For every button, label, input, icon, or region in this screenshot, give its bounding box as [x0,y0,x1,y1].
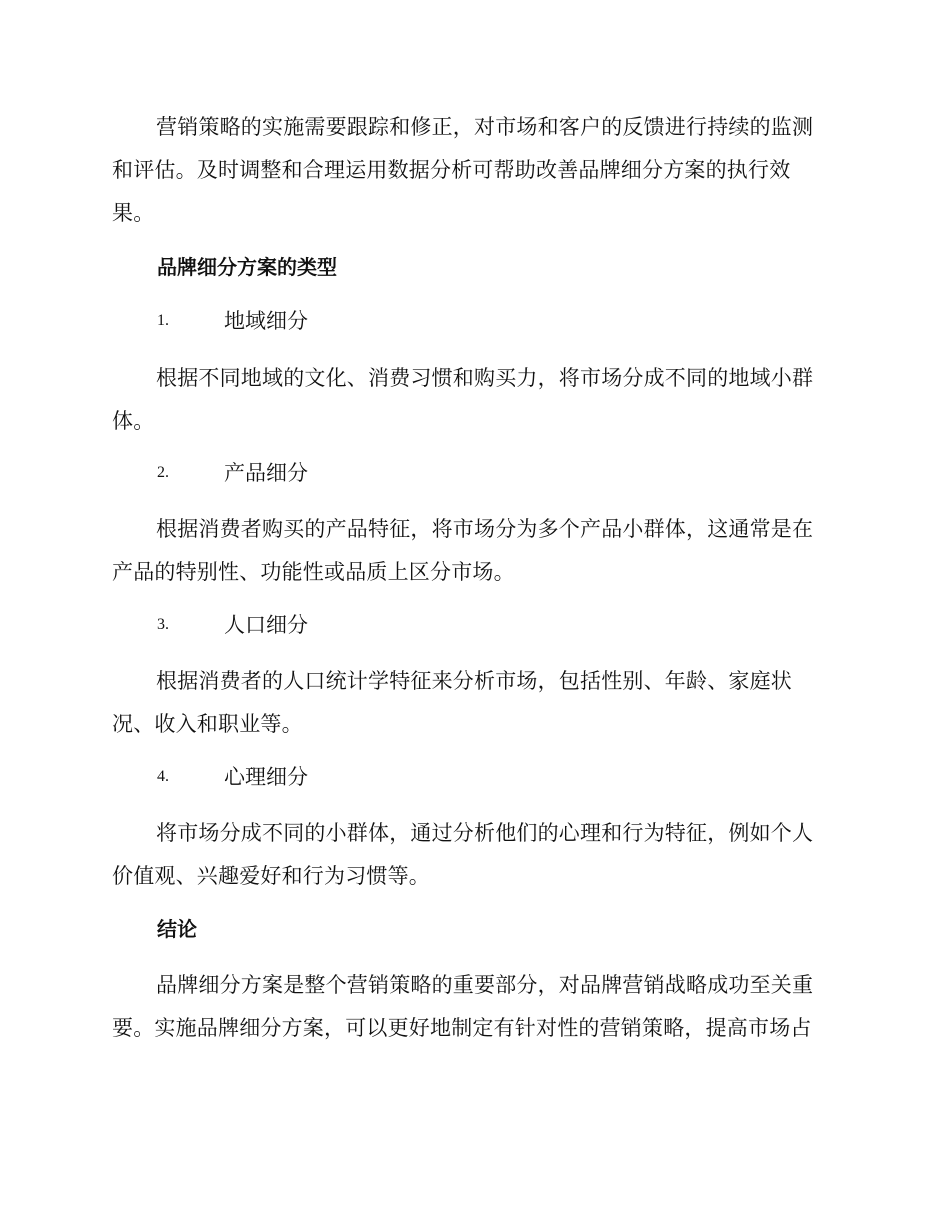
list-item-description: 根据消费者购买的产品特征，将市场分为多个产品小群体，这通常是在产品的特别性、功能性或品质上区分市场。 [112,517,814,584]
list-item-title: 产品细分 [224,461,308,485]
list-item-title: 地域细分 [224,309,308,333]
list-item-number: 1. [157,312,169,329]
list-item-number: 3. [157,616,169,633]
conclusion-paragraph: 品牌细分方案是整个营销策略的重要部分，对品牌营销战略成功至关重要。实施品牌细分方案，可以更好地制定有针对性的营销策略，提高市场占 [112,973,814,1040]
list-item-number: 4. [157,768,169,785]
list-item-number: 2. [157,464,169,481]
intro-paragraph: 营销策略的实施需要跟踪和修正，对市场和客户的反馈进行持续的监测和评估。及时调整和合理运用数据分析可帮助改善品牌细分方案的执行效果。 [112,115,814,225]
list-item-title: 人口细分 [224,613,308,637]
list-item-title: 心理细分 [224,765,308,789]
list-item-description: 根据不同地域的文化、消费习惯和购买力，将市场分成不同的地域小群体。 [112,366,814,433]
list-item-description: 根据消费者的人口统计学特征来分析市场，包括性别、年龄、家庭状况、收入和职业等。 [112,669,792,736]
types-section-heading: 品牌细分方案的类型 [157,255,337,279]
list-item-description: 将市场分成不同的小群体，通过分析他们的心理和行为特征，例如个人价值观、兴趣爱好和行为习惯等。 [112,821,814,888]
conclusion-heading: 结论 [157,917,197,941]
